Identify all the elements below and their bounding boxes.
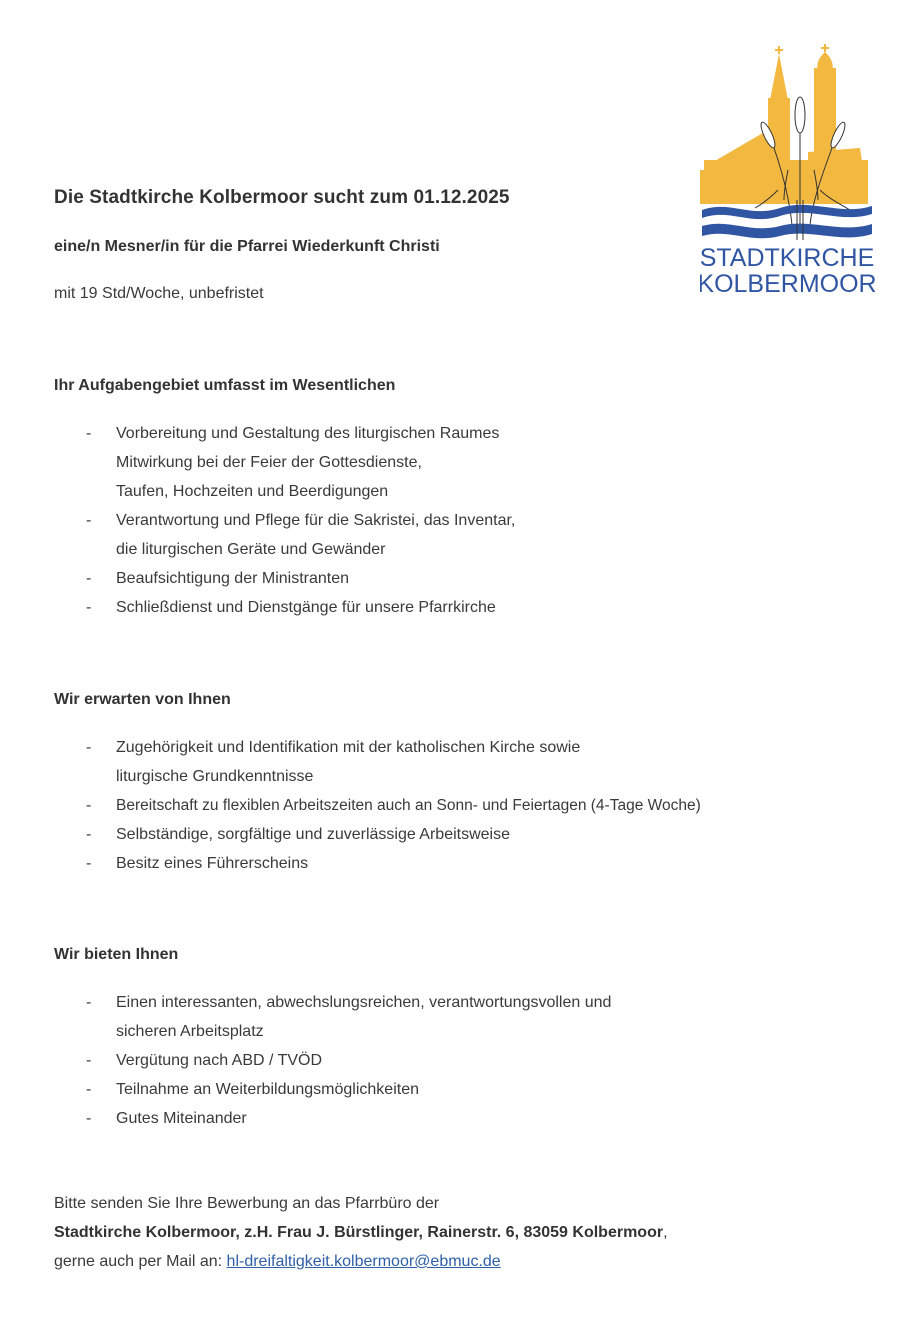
list-bullet: - <box>86 739 92 756</box>
list-item: - Vergütung nach ABD / TVÖD <box>0 1046 4 1075</box>
logo-line1: STADTKIRCHE <box>700 244 875 272</box>
list-bullet: - <box>86 826 92 843</box>
list-bullet: - <box>86 570 92 587</box>
list-bullet: - <box>86 512 92 529</box>
list-item: die liturgischen Geräte und Gewänder <box>116 541 386 558</box>
section-heading-offers: Wir bieten Ihnen <box>54 946 179 963</box>
list-item: - Verantwortung und Pflege für die Sakristei, das Inventar, <box>0 506 4 535</box>
list-bullet: - <box>86 994 92 1011</box>
parish-name: Stadtkirche Kolbermoor <box>54 1224 236 1241</box>
list-bullet: - <box>86 797 92 814</box>
church-skyline-icon <box>700 40 875 300</box>
email-line <box>54 1253 501 1271</box>
email-prefix: gerne auch per Mail an: <box>54 1253 227 1270</box>
application-address <box>54 1224 668 1242</box>
list-item: - Selbständige, sorgfältige und zuverlässige Arbeitsweise <box>0 820 4 849</box>
list-item: - Schließdienst und Dienstgänge für unsere Pfarrkirche <box>0 593 4 622</box>
list-item: Taufen, Hochzeiten und Beerdigungen <box>116 483 389 500</box>
list-item: - Bereitschaft zu flexiblen Arbeitszeiten auch an Sonn- und Feiertagen (4-Tage Woche) <box>0 791 4 820</box>
list-bullet: - <box>86 425 92 442</box>
list-item: liturgische Grundkenntnisse <box>116 768 314 785</box>
list-bullet: - <box>86 599 92 616</box>
church-logo <box>700 40 875 300</box>
address-text: , z.H. Frau J. Bürstlinger, Rainerstr. 6, 83059 Kolbermoor <box>235 1224 664 1241</box>
list-item: - Einen interessanten, abwechslungsreichen, verantwortungsvollen und <box>0 988 4 1017</box>
list-bullet: - <box>86 1110 92 1127</box>
application-instructions: Bitte senden Sie Ihre Bewerbung an das Pfarrbüro der <box>54 1195 440 1212</box>
list-item: Mitwirkung bei der Feier der Gottesdienste, <box>116 454 422 471</box>
list-item: - Vorbereitung und Gestaltung des liturgischen Raumes <box>0 419 4 448</box>
logo-line2: KOLBERMOOR <box>700 270 875 298</box>
list-item: - Gutes Miteinander <box>0 1104 4 1133</box>
list-bullet: - <box>86 1081 92 1098</box>
section-heading-tasks: Ihr Aufgabengebiet umfasst im Wesentlichen <box>54 377 396 394</box>
address-comma: , <box>663 1224 668 1241</box>
section-heading-expectations: Wir erwarten von Ihnen <box>54 691 231 708</box>
page-title: Die Stadtkirche Kolbermoor sucht zum 01.12.2025 <box>54 187 510 208</box>
tasks-list <box>0 419 516 622</box>
job-hours: mit 19 Std/Woche, unbefristet <box>54 285 264 302</box>
list-item: sicheren Arbeitsplatz <box>116 1023 264 1040</box>
list-item: - Zugehörigkeit und Identifikation mit der katholischen Kirche sowie <box>0 733 4 762</box>
list-item: - Beaufsichtigung der Ministranten <box>0 564 4 593</box>
list-item: - Teilnahme an Weiterbildungsmöglichkeiten <box>0 1075 4 1104</box>
expectations-list <box>0 733 701 878</box>
list-bullet: - <box>86 855 92 872</box>
offers-list <box>0 988 612 1133</box>
job-subtitle: eine/n Mesner/in für die Pfarrei Wiederkunft Christi <box>54 238 440 255</box>
email-link[interactable]: hl-dreifaltigkeit.kolbermoor@ebmuc.de <box>226 1253 501 1270</box>
list-bullet: - <box>86 1052 92 1069</box>
list-item: - Besitz eines Führerscheins <box>0 849 4 878</box>
